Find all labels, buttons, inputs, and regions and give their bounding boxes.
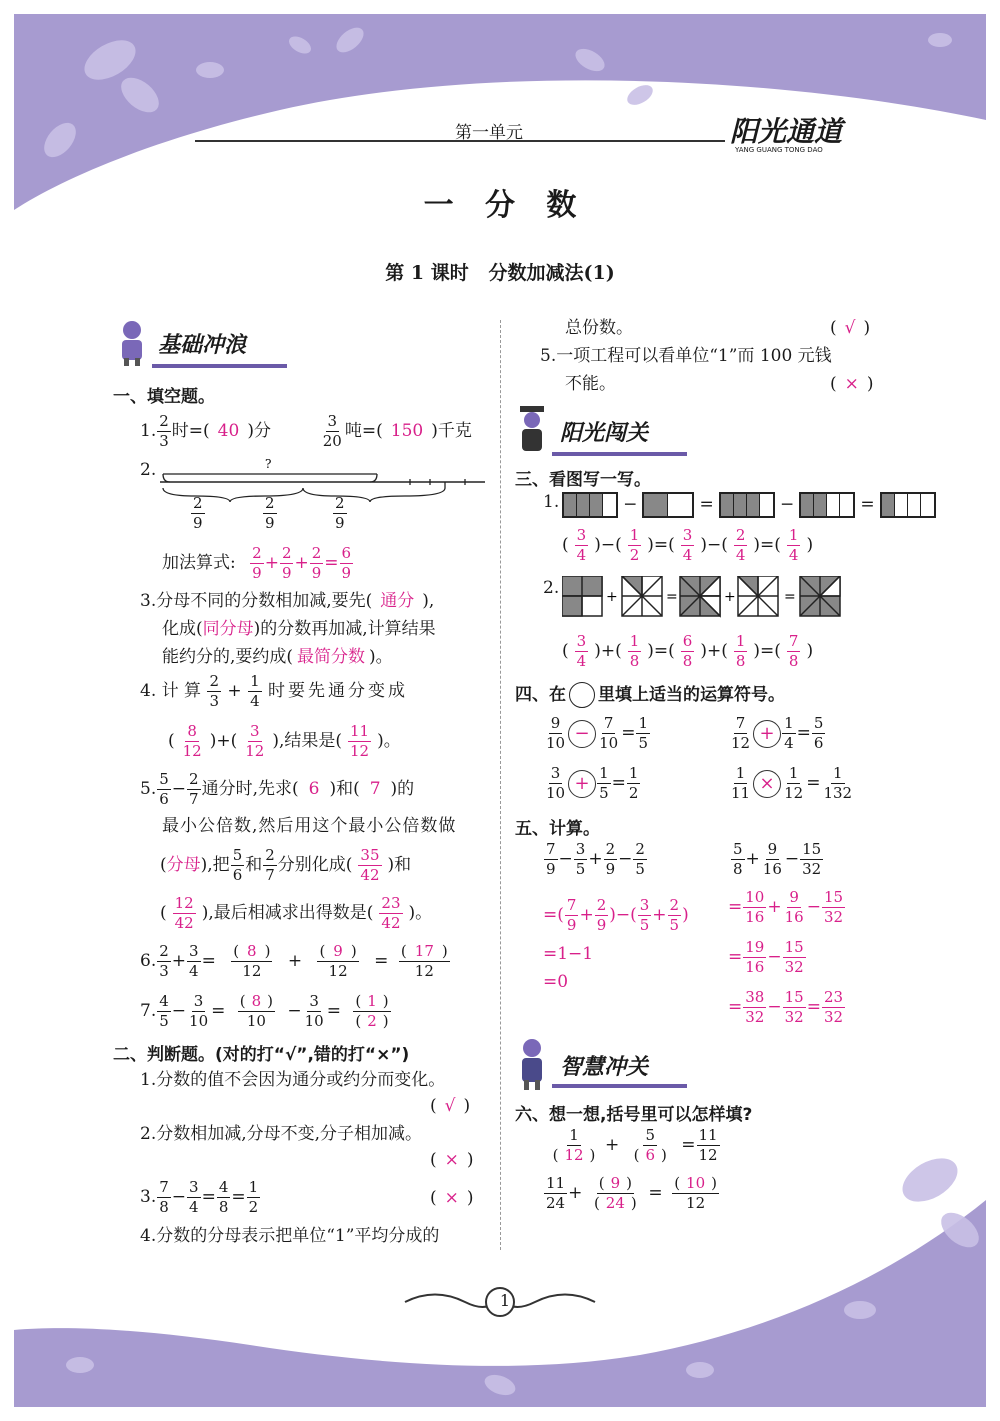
judge-5: 5.一项工程可以看单位“1”而 100 元钱: [540, 346, 832, 366]
s5-left-problem: $\frac{7}{9}$ − $\frac{3}{5}$ + $\frac{2}{9}$ − $\frac{2}{5}$: [546, 840, 645, 878]
judge-3: 3. $\frac{7}{8}$ − $\frac{3}{4}$ = $\frac{4}{8}$ = $\frac{1}{2}$: [140, 1178, 259, 1216]
s3-q1-number: 1.: [543, 492, 560, 512]
banner-basic-title: 基础冲浪: [158, 333, 247, 358]
judge-1-answer: ( √ ): [430, 1096, 471, 1116]
question-6: 6. $\frac{2}{3}$ + $\frac{3}{4}$ = $\frac{( 8 )}{12}$ + $\frac{( 9 )}{12}$ = $\frac{( 17 )}{12}$: [140, 942, 448, 980]
bar-2of4: [799, 492, 855, 518]
question-4-line1: 4. 计 算 $\frac{2}{3}$ + $\frac{1}{4}$ 时要先通分变成: [140, 672, 409, 710]
judge-4-continued: 总份数。: [565, 318, 633, 338]
s6-row-1: $\frac{1}{( 12 )}$ + $\frac{5}{( 6 )}$ = $\frac{11}{12}$: [552, 1126, 718, 1164]
judge-1: 1.分数的值不会因为通分或约分而变化。: [140, 1070, 446, 1090]
svg-text:+: +: [724, 589, 736, 605]
section-4-heading: 四、在 里填上适当的运算符号。: [515, 680, 785, 708]
judge-5-continued: 不能。: [565, 374, 616, 394]
s5-left-step1: =( $\frac{7}{9}$ + $\frac{2}{9}$ )−( $\frac{3}{5}$ + $\frac{2}{5}$ ): [543, 896, 689, 934]
page-title: 一 分 数: [423, 188, 577, 223]
boy-icon: [512, 1036, 552, 1090]
bar-1of2: [642, 492, 694, 518]
judge-2: 2.分数相加减,分母不变,分子相加减。: [140, 1124, 423, 1144]
section-6-heading: 六、想一想,括号里可以怎样填?: [515, 1105, 753, 1125]
question-5-line4: ( $\frac{12}{42}$ ),最后相减求出得数是( $\frac{23}{42}$ )。: [160, 894, 433, 932]
s5-left-step3: =0: [543, 972, 569, 992]
judge-5-answer: ( × ): [830, 374, 874, 394]
question-2-number: 2.: [140, 460, 157, 480]
judge-3-answer: ( × ): [430, 1188, 474, 1208]
s4-item-4: $\frac{1}{11}$ × $\frac{1}{12}$ = $\frac{1}{132}$: [731, 764, 853, 802]
question-5-line2: 最小公倍数,然后用这个最小公倍数做: [162, 816, 457, 836]
s3-q2-number: 2.: [543, 578, 560, 598]
girl-icon: [112, 318, 152, 366]
bar-3of4-b: [719, 492, 775, 518]
banner-wisdom-bar: [552, 1084, 687, 1088]
s4-item-3: $\frac{3}{10}$ + $\frac{1}{5}$ = $\frac{1}{2}$: [546, 764, 639, 802]
s5-right-step1: = $\frac{10}{16}$ + $\frac{9}{16}$ − $\frac{15}{32}$: [728, 888, 844, 926]
question-2-answer: 加法算式: $\frac{2}{9}$ + $\frac{2}{9}$ + $\frac{2}{9}$ = $\frac{6}{9}$: [162, 544, 352, 582]
section-3-heading: 三、看图写一写。: [515, 470, 651, 490]
section-5-heading: 五、计算。: [515, 819, 600, 839]
banner-sun: [512, 404, 649, 460]
question-2-frac-2: $\frac{2}{9}$: [265, 494, 275, 532]
question-2-mark: ?: [265, 457, 272, 471]
judge-2-answer: ( × ): [430, 1150, 474, 1170]
s6-row-2: $\frac{11}{24}$ + $\frac{( 9 )}{( 24 )}$ = $\frac{( 10 )}{12}$: [546, 1174, 717, 1212]
question-7: 7. $\frac{4}{5}$ − $\frac{3}{10}$ = $\frac{( 8 )}{10}$ − $\frac{3}{10}$ = $\frac{( 1 )}{( 2 )}$: [140, 992, 389, 1030]
banner-sun-bar: [552, 452, 687, 456]
question-1: 1. $\frac{2}{3}$ 时=( 40 )分 $\frac{3}{20}$ 吨=( 150 )千克: [140, 412, 472, 450]
question-5-line1: 5. $\frac{5}{6}$ − $\frac{2}{7}$ 通分时,先求( 6 )和( 7 )的: [140, 770, 415, 808]
page-number: 1: [499, 1291, 511, 1310]
unit-label: 第一单元: [455, 123, 523, 143]
banner-basic-bar: [152, 364, 287, 368]
s5-right-step3: = $\frac{38}{32}$ − $\frac{15}{32}$ = $\frac{23}{32}$: [728, 988, 844, 1026]
s3-q2-answer: ( $\frac{3}{4}$ )+( $\frac{1}{8}$ )=( $\frac{6}{8}$ )+( $\frac{1}{8}$ )=( $\frac{7}{8}$ ): [562, 632, 814, 670]
s4-item-2: $\frac{7}{12}$ + $\frac{1}{4}$ = $\frac{5}{6}$: [731, 714, 824, 752]
question-2-frac-3: $\frac{2}{9}$: [335, 494, 345, 532]
banner-basic: [112, 318, 247, 370]
s5-left-step2: =1−1: [543, 944, 594, 964]
brand-logo: 阳光通道: [730, 115, 843, 148]
judge-4-answer: ( √ ): [830, 318, 871, 338]
bar-1of4: [880, 492, 936, 518]
graduate-icon: [512, 404, 552, 456]
s4-item-1: $\frac{9}{10}$ − $\frac{7}{10}$ = $\frac{1}{5}$: [546, 714, 648, 752]
question-2-frac-1: $\frac{2}{9}$: [193, 494, 203, 532]
section-2-heading: 二、判断题。(对的打“√”,错的打“×”): [113, 1045, 410, 1065]
s5-right-problem: $\frac{5}{8}$ + $\frac{9}{16}$ − $\frac{15}{32}$: [733, 840, 822, 878]
svg-text:+: +: [606, 589, 618, 605]
section-1-heading: 一、填空题。: [113, 387, 215, 407]
bar-3of4: [562, 492, 618, 518]
banner-wisdom-title: 智慧冲关: [560, 1055, 649, 1080]
question-5-line3: (分母),把 $\frac{5}{6}$ 和 $\frac{2}{7}$ 分别化成( $\frac{35}{42}$ )和: [160, 846, 412, 884]
judge-4: 4.分数的分母表示把单位“1”平均分成的: [140, 1226, 440, 1246]
svg-text:=: =: [784, 589, 796, 605]
s3-q1-diagram: − = − =: [562, 492, 936, 518]
column-divider: [500, 320, 501, 1250]
question-3: 3.分母不同的分数相加减,要先( 通分 ), 化成(同分母)的分数再加减,计算结果 能约分的,要约成( 最简分数 )。: [140, 591, 436, 667]
s3-q2-diagram: [562, 576, 842, 618]
svg-text:=: =: [666, 589, 678, 605]
s3-q1-answer: ( $\frac{3}{4}$ )−( $\frac{1}{2}$ )=( $\frac{3}{4}$ )−( $\frac{2}{4}$ )=( $\frac{1}{4}$ ): [562, 526, 814, 564]
s5-right-step2: = $\frac{19}{16}$ − $\frac{15}{32}$: [728, 938, 804, 976]
question-4-line2: ( $\frac{8}{12}$ )+( $\frac{3}{12}$ ),结果是( $\frac{11}{12}$ )。: [168, 722, 401, 760]
banner-wisdom: [512, 1036, 649, 1094]
banner-sun-title: 阳光闯关: [560, 421, 649, 446]
brand-subtitle: YANG GUANG TONG DAO: [735, 146, 823, 154]
lesson-title: 第 1 课时 分数加减法(1): [385, 262, 615, 284]
